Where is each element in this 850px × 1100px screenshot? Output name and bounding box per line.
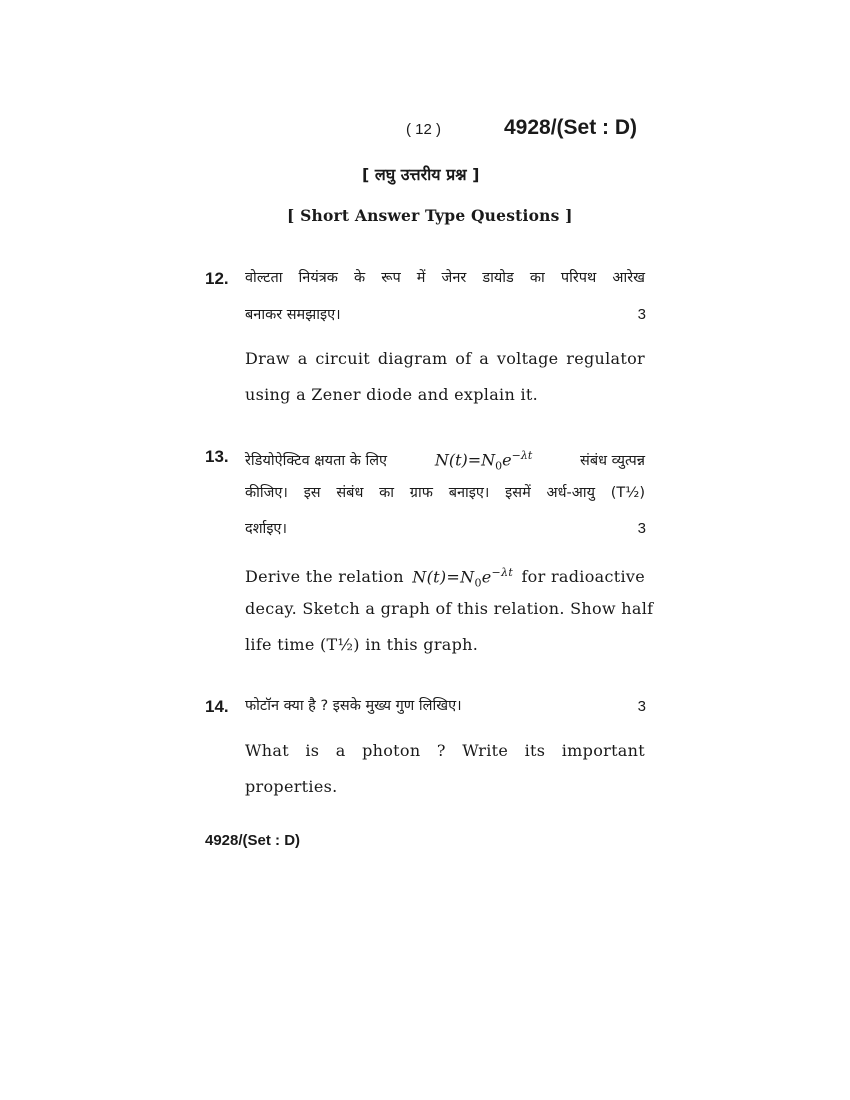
decay-equation: $N(t)=N_0e^{-\lambda t}$ [434,449,533,473]
question-hindi-line: फोटॉन क्या है ? इसके मुख्य गुण लिखिए। [245,698,462,714]
section-title-english: [ Short Answer Type Questions ] [287,206,573,225]
english-text-segment: for radioactive [521,567,645,587]
question-english-line: decay. Sketch a graph of this relation. Show half [245,599,654,618]
question-number: 12. [205,269,229,288]
question-hindi-line [245,446,645,473]
question-number: 14. [205,697,229,716]
question-english-line: What is a photon ? Write its important [245,741,645,760]
english-text-segment: Derive the relation [245,567,404,587]
question-english-line: life time (T½) in this graph. [245,635,479,654]
question-english-line: Draw a circuit diagram of a voltage regulator [245,349,645,368]
set-code-footer: 4928/(Set : D) [205,832,301,849]
page-number: ( 12 ) [406,121,442,138]
question-hindi-line: वोल्टता नियंत्रक के रूप में जेनर डायोड का परिपथ आरेख [245,270,645,286]
question-marks: 3 [637,520,646,537]
question-hindi-line: बनाकर समझाइए। [245,307,341,323]
question-english-line: using a Zener diode and explain it. [245,385,538,404]
hindi-text-segment: रेडियोऐक्टिव क्षयता के लिए [245,453,388,470]
question-english-line: properties. [245,777,338,796]
question-number: 13. [205,447,229,466]
question-hindi-line: दर्शाइए। [245,521,287,537]
question-hindi-line: कीजिए। इस संबंध का ग्राफ बनाइए। इसमें अर्ध-आयु (T½) [245,485,645,501]
question-marks: 3 [637,306,646,323]
question-english-line [245,563,645,590]
decay-equation: $N(t)=N_0e^{-\lambda t}$ [412,566,514,590]
question-marks: 3 [637,698,646,715]
section-title-hindi: [ लघु उत्तरीय प्रश्न ] [362,165,480,184]
set-code-header: 4928/(Set : D) [504,116,638,139]
hindi-text-segment: संबंध व्युत्पन्न [580,453,645,470]
